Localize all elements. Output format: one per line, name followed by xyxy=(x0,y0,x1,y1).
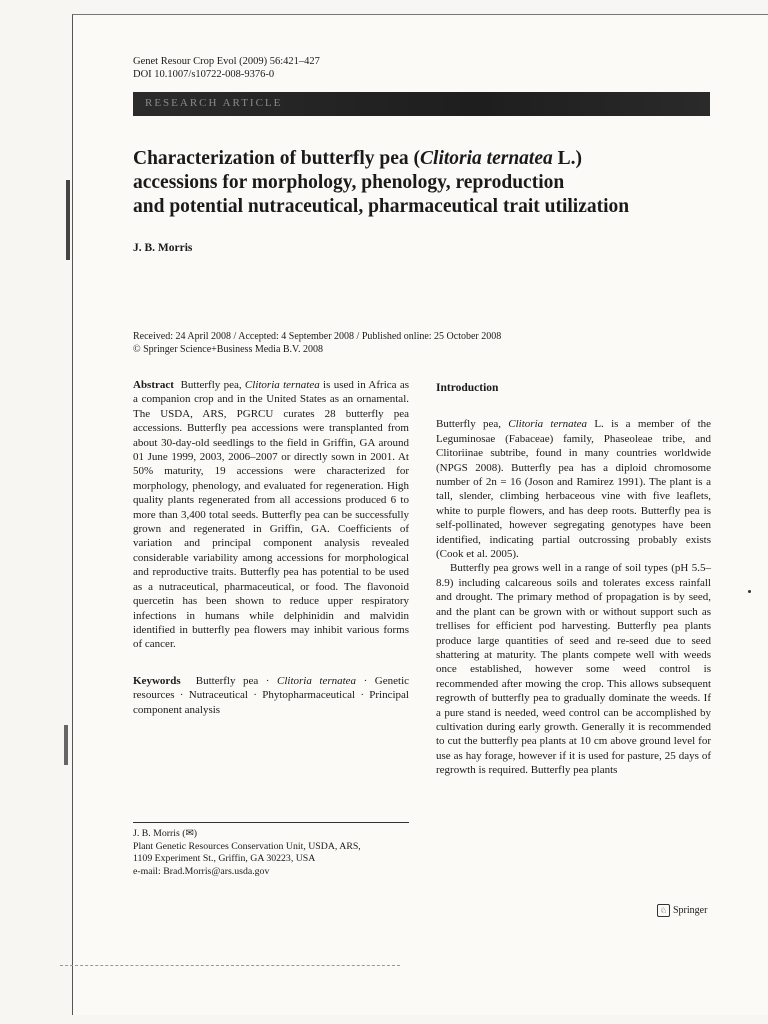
abstract xyxy=(133,378,409,652)
intro-species: Clitoria ternatea xyxy=(508,418,588,431)
title-text: Characterization of butterfly pea ( xyxy=(133,148,421,169)
publication-dates xyxy=(133,330,501,356)
intro-paragraph-2: Butterfly pea grows well in a range of soil types (pH 5.5–8.9) including calcareous soils and tolerates excess rainfall and drought. The primary method of propagation is by seed, and the plant can be grown with or without support such as trellises for efficient pod harvesting. Butterfly pea plants produce large quantities of seed and re-seed due to seed shattering at maturity. The plants compete well with weeds once established, however some weed control is recommended after mowing the crop. This allows subsequent regrowth of butterfly pea to gradually dominate the weeds. If a pure stand is needed, weed control can be accomplished by cultivation during early growth. Generally it is recommended to cut the butterfly pea plants at 10 cm above ground level for use as hay forage, however if it is used for pasture, 25 days of regrowth is required. Butterfly pea plants xyxy=(436,562,711,777)
abstract-text: is used in Africa as a companion crop and in the United States as an ornamental. The USDA, ARS, PGRCU curates 28 butterfly pea accessions. Butterfly pea accessions were transplanted from about 30-day-old seedlings to the field in Griffin, GA around 01 June 1999, 2003, 2006–2007 or directly sown in 2001. At 50% maturity, 19 accessions were characterized for morphology, phenology, and evaluated for regeneration. High quality plants regenerated from all accessions produced 6 to more than 3,400 total seeds. Butterfly pea can be successfully grown and regenerated in Griffin, GA. Coefficients of variation and principal component analysis revealed considerable variability among accessions for morphological and reproductive traits. Butterfly pea has potential to be used as a nutraceutical, pharmaceutical, or food. The flavonoid quercetin has been shown to reduce upper respiratory infections in humans while delphinidin and malvidin identified in butterfly pea flowers may inhibit various forms of cancer. xyxy=(133,379,409,651)
author: J. B. Morris xyxy=(133,242,193,254)
journal-citation: Genet Resour Crop Evol (2009) 56:421–427 xyxy=(133,56,320,67)
footnote-name: J. B. Morris (✉) xyxy=(133,828,197,839)
title-text: L.) xyxy=(552,148,582,169)
title-species: Clitoria ternatea xyxy=(420,148,553,169)
publisher-logo xyxy=(657,904,707,917)
scan-artifact xyxy=(60,965,400,967)
journal-header xyxy=(133,55,320,81)
keywords-text: Butterfly pea · xyxy=(195,674,278,687)
footnote-divider xyxy=(133,822,409,823)
title-line: accessions for morphology, phenology, reproduction xyxy=(133,172,565,193)
journal-doi: DOI 10.1007/s10722-008-9376-0 xyxy=(133,69,275,80)
footnote-affiliation: Plant Genetic Resources Conservation Unit, USDA, ARS, xyxy=(133,840,361,852)
scan-artifact xyxy=(64,725,68,765)
keywords-text: · Genetic resources · Nutraceutical · Phytopharmaceutical · Principal component analysis xyxy=(133,674,410,716)
abstract-species: Clitoria ternatea xyxy=(244,379,320,391)
footnote-email[interactable]: e-mail: Brad.Morris@ars.usda.gov xyxy=(133,865,270,877)
intro-text: L. is a member of the Leguminosae (Fabaceae) family, Phaseoleae tribe, and Clitoriinae subtribe, found in many countries worldwide (NPGS 2008). Butterfly pea has a diploid chromosome number of 2n = 16 (Joson and Ramirez 1991). The plant is a tall, slender, climbing herbaceous vine with five leaflets, white to purple flowers, and has deep roots. Butterfly pea is self-pollinated, however segregating genotypes have been identified, indicating partial outcrossing probably exists (Cook et al. 2005). xyxy=(436,418,712,561)
article-type-label: RESEARCH ARTICLE xyxy=(145,97,283,109)
introduction-heading: Introduction xyxy=(436,382,499,394)
keywords-heading: Keywords xyxy=(133,674,181,687)
scan-artifact xyxy=(66,180,70,260)
article-type-band xyxy=(133,92,710,116)
keywords-species: Clitoria ternatea xyxy=(277,674,357,687)
keywords xyxy=(133,674,409,717)
author-footnote xyxy=(133,828,409,878)
received-accepted-line: Received: 24 April 2008 / Accepted: 4 September 2008 / Published online: 25 October 2008 xyxy=(133,331,502,342)
abstract-heading: Abstract xyxy=(133,379,174,391)
footnote-address: 1109 Experiment St., Griffin, GA 30223, USA xyxy=(133,853,316,864)
right-column xyxy=(436,381,711,778)
scan-artifact xyxy=(748,590,751,593)
copyright-line: © Springer Science+Business Media B.V. 2008 xyxy=(133,344,323,355)
title-line: and potential nutraceutical, pharmaceutical trait utilization xyxy=(133,196,630,217)
intro-paragraph-1 xyxy=(436,417,711,561)
springer-horse-icon: ♘ xyxy=(657,904,670,917)
abstract-text: Butterfly pea, xyxy=(180,379,245,391)
paper-title xyxy=(133,147,723,219)
left-column xyxy=(133,378,409,717)
intro-text: Butterfly pea, xyxy=(436,418,509,431)
publisher-name: Springer xyxy=(673,905,708,916)
